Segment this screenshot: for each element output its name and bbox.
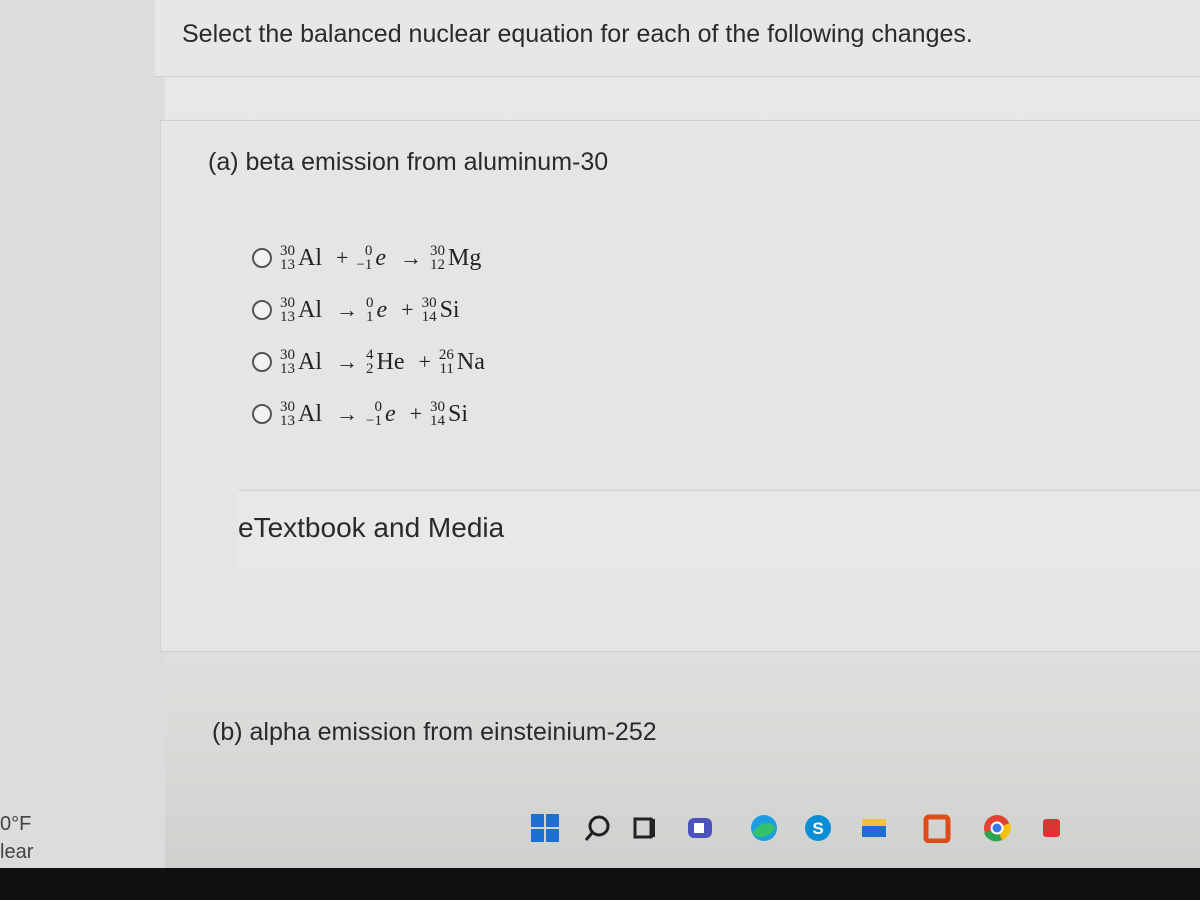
- edge-icon[interactable]: [747, 813, 781, 843]
- radio-button[interactable]: [252, 300, 272, 320]
- nuclide: [366, 348, 404, 376]
- skype-icon[interactable]: [803, 813, 833, 843]
- nuclide-scripts: [366, 400, 382, 428]
- atomic-number: 1: [366, 309, 374, 325]
- windows-icon[interactable]: [530, 813, 560, 843]
- operator: →: [336, 297, 358, 322]
- app-icon-partial[interactable]: [1040, 813, 1060, 843]
- atomic-number: 13: [280, 309, 295, 325]
- nuclide-scripts: [430, 400, 445, 428]
- atomic-number: 13: [280, 413, 295, 429]
- weather-widget[interactable]: [0, 810, 33, 866]
- nuclide: [430, 244, 481, 272]
- nuclide: [422, 296, 460, 324]
- answer-option[interactable]: [252, 336, 491, 388]
- nuclide: [366, 296, 387, 324]
- element-symbol: Al: [298, 400, 322, 427]
- mass-number: 30: [280, 295, 295, 311]
- element-symbol: He: [376, 348, 405, 375]
- atomic-number: 11: [439, 361, 454, 377]
- part-b-title: (b) alpha emission from einsteinium-252: [212, 718, 657, 746]
- etextbook-link[interactable]: eTextbook and Media: [238, 512, 505, 543]
- mass-number: 30: [280, 347, 295, 363]
- weather-condition: lear: [0, 841, 34, 863]
- task-view-icon[interactable]: [631, 813, 661, 843]
- atomic-number: 13: [280, 257, 295, 273]
- nuclide: [280, 296, 322, 324]
- mass-number: 26: [438, 347, 454, 363]
- nuclide-scripts: [280, 244, 295, 272]
- weather-temp: 0°F: [0, 813, 32, 835]
- nuclide-scripts: [280, 400, 295, 428]
- nuclide-scripts: [280, 348, 295, 376]
- instruction-text: Select the balanced nuclear equation for each of the following changes.: [182, 20, 973, 48]
- chrome-icon[interactable]: [980, 813, 1014, 843]
- mass-number: 0: [374, 399, 382, 415]
- radio-button[interactable]: [252, 248, 272, 268]
- atomic-number: −1: [366, 413, 382, 429]
- atomic-number: 14: [421, 309, 437, 325]
- mass-number: 0: [366, 295, 374, 311]
- mass-number: 30: [430, 243, 446, 259]
- nuclide: [280, 348, 322, 376]
- mass-number: 0: [364, 243, 373, 259]
- nuclide: [356, 244, 386, 272]
- nuclide: [366, 400, 396, 428]
- monitor-bezel: [0, 868, 1200, 900]
- element-symbol: Al: [298, 348, 322, 375]
- nuclide: [280, 244, 322, 272]
- element-symbol: Mg: [448, 244, 482, 271]
- element-symbol: e: [384, 400, 396, 427]
- nuclide-scripts: [356, 244, 372, 272]
- answer-option[interactable]: [252, 284, 491, 336]
- answer-options: [252, 232, 491, 440]
- taskbar: [525, 805, 1200, 845]
- atomic-number: 14: [430, 413, 446, 429]
- search-icon[interactable]: [583, 813, 613, 843]
- svg-text:S: S: [812, 819, 824, 838]
- file-explorer-icon[interactable]: [859, 813, 889, 843]
- element-symbol: e: [375, 244, 387, 271]
- atomic-number: −1: [356, 257, 373, 273]
- mass-number: 30: [421, 295, 437, 311]
- element-symbol: Al: [298, 296, 322, 323]
- atomic-number: 2: [366, 361, 374, 377]
- mass-number: 30: [280, 399, 295, 415]
- nuclide-scripts: [430, 244, 445, 272]
- nuclide: [280, 400, 322, 428]
- element-symbol: Na: [456, 348, 485, 375]
- atomic-number: 13: [280, 361, 295, 377]
- office-icon[interactable]: [920, 813, 954, 843]
- operator: →: [336, 401, 358, 426]
- atomic-number: 12: [430, 257, 446, 273]
- nuclide-scripts: [366, 296, 374, 324]
- radio-button[interactable]: [252, 404, 272, 424]
- element-symbol: Si: [439, 296, 460, 323]
- element-symbol: Al: [298, 244, 322, 271]
- nuclide-scripts: [280, 296, 295, 324]
- element-symbol: e: [376, 296, 388, 323]
- operator: +: [336, 245, 349, 270]
- nuclide-scripts: [422, 296, 437, 324]
- element-symbol: Si: [448, 400, 469, 427]
- part-a-title: (a) beta emission from aluminum-30: [208, 148, 609, 176]
- answer-option[interactable]: [252, 388, 491, 440]
- teams-icon[interactable]: [685, 813, 715, 843]
- radio-button[interactable]: [252, 352, 272, 372]
- left-margin: [0, 0, 165, 868]
- mass-number: 4: [366, 347, 374, 363]
- operator: →: [336, 349, 358, 374]
- mass-number: 30: [280, 243, 295, 259]
- answer-option[interactable]: [252, 232, 491, 284]
- operator: +: [401, 297, 414, 322]
- mass-number: 30: [430, 399, 446, 415]
- nuclide-scripts: [366, 348, 374, 376]
- nuclide: [439, 348, 485, 376]
- nuclide-scripts: [439, 348, 454, 376]
- nuclide: [430, 400, 468, 428]
- operator: +: [418, 349, 431, 374]
- operator: +: [409, 401, 423, 426]
- operator: →: [400, 245, 423, 270]
